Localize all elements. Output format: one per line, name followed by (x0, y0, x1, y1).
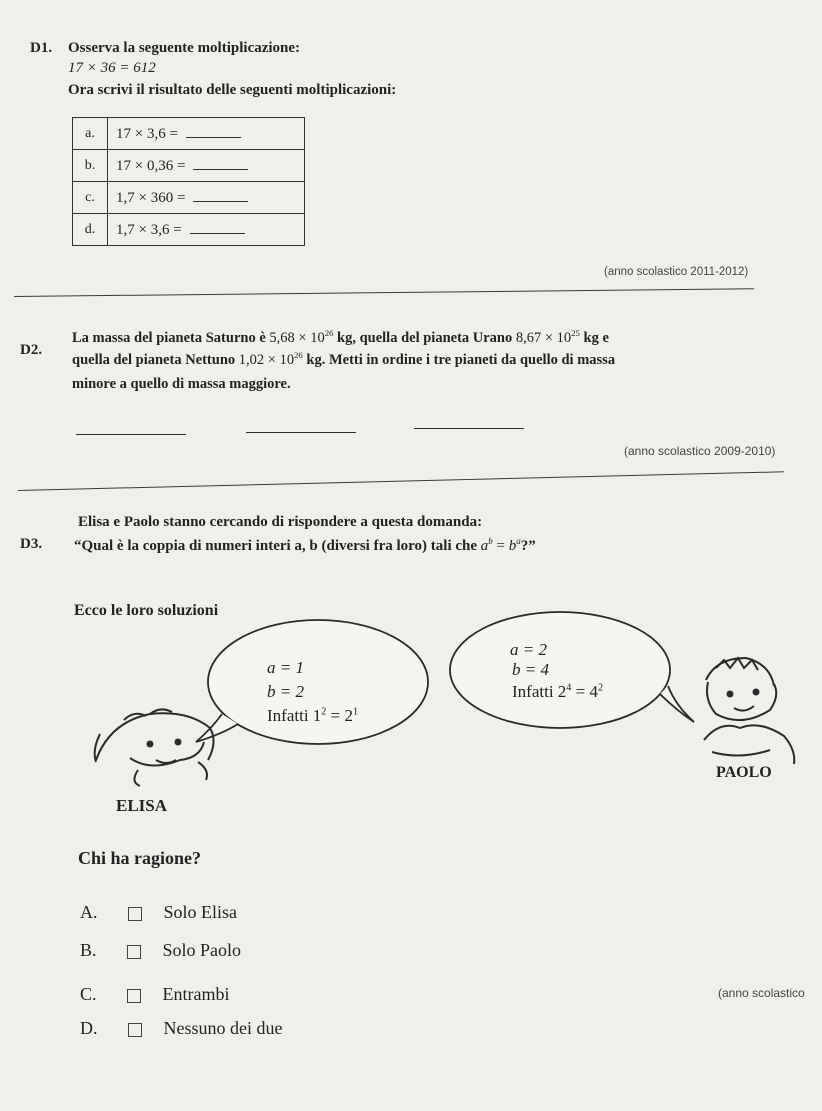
paolo-speech-bubble (450, 612, 670, 728)
equals: = (326, 706, 345, 725)
elisa-drawing (95, 709, 214, 786)
answer-blank[interactable] (193, 157, 248, 170)
elisa-a: a = 1 (267, 658, 304, 677)
section-divider (14, 288, 754, 297)
row-expression (108, 214, 305, 246)
answer-blank-3[interactable] (414, 428, 524, 429)
exponent: 25 (571, 328, 580, 339)
d2-text: kg, quella del pianeta Urano (333, 330, 516, 346)
row-letter: c. (73, 182, 108, 214)
paolo-b: b = 4 (512, 660, 549, 679)
expression-text: 1,7 × 3,6 = (116, 221, 182, 238)
power-right (509, 538, 521, 554)
answer-blank[interactable] (190, 221, 245, 234)
answer-blank[interactable] (193, 189, 248, 202)
mantissa: 5,68 × 10 (269, 330, 325, 346)
mantissa: 1,02 × 10 (238, 352, 295, 368)
base: 2 (557, 682, 567, 701)
uranus-mass (516, 330, 580, 346)
d1-instruction: Osserva la seguente moltiplicazione: (68, 40, 301, 56)
d2-text: kg. Metti in ordine i tre pianeti da quello di massa (302, 352, 616, 368)
equals: = (492, 538, 509, 554)
d2-line2 (72, 352, 615, 369)
checkbox[interactable] (128, 907, 142, 921)
exponent: a (516, 536, 521, 546)
answer-blank-1[interactable] (76, 434, 186, 435)
base: 1 (312, 706, 322, 725)
option-letter: D. (80, 1018, 98, 1038)
expression-text: 17 × 3,6 = (116, 125, 178, 142)
row-expression (108, 150, 305, 182)
answer-blank[interactable] (186, 125, 241, 138)
check-prefix: Infatti (512, 682, 558, 701)
checkbox[interactable] (127, 945, 141, 959)
option-a[interactable] (80, 902, 237, 923)
exponent: 2 (321, 706, 327, 718)
d2-line1 (72, 330, 609, 347)
base: a (480, 538, 489, 554)
d3-prompt: Chi ha ragione? (78, 848, 202, 868)
exponent: 26 (324, 328, 334, 339)
checkbox[interactable] (127, 989, 141, 1003)
option-d[interactable] (80, 1018, 282, 1039)
paolo-bubble-tail (660, 686, 694, 722)
option-text: Solo Paolo (162, 940, 242, 960)
d2-text: quella del pianeta Nettuno (72, 352, 239, 368)
expression-text: 1,7 × 360 = (116, 189, 186, 206)
elisa-check (267, 706, 358, 726)
check-prefix: Infatti (267, 706, 313, 725)
illustration (0, 610, 822, 820)
table-row (73, 150, 305, 182)
question-text: “Qual è la coppia di numeri interi a, b (diversi fra loro) tali che (74, 538, 481, 554)
d1-question: Ora scrivi il risultato delle seguenti moltiplicazioni: (68, 82, 397, 98)
option-c[interactable] (80, 984, 230, 1005)
table-row (73, 214, 305, 246)
d2-text: La massa del pianeta Saturno è (72, 330, 270, 346)
paolo-a: a = 2 (510, 640, 547, 659)
elisa-name: ELISA (116, 796, 168, 815)
d1-number: D1. (30, 40, 53, 56)
solutions-label: Ecco le loro soluzioni (74, 602, 219, 619)
option-text: Entrambi (162, 984, 230, 1004)
d2-source: (anno scolastico 2009-2010) (624, 444, 776, 458)
paolo-name: PAOLO (716, 764, 772, 781)
row-letter: d. (73, 214, 108, 246)
row-letter: a. (73, 118, 108, 150)
option-letter: A. (80, 902, 98, 922)
d3-intro: Elisa e Paolo stanno cercando di rispondere a questa domanda: (78, 514, 483, 530)
table-row (73, 118, 305, 150)
d3-source: (anno scolastico (718, 986, 805, 1000)
base: 2 (344, 706, 353, 725)
option-letter: C. (80, 984, 97, 1004)
option-letter: B. (80, 940, 97, 960)
option-text: Nessuno dei due (163, 1018, 283, 1038)
base: 4 (589, 682, 598, 701)
d2-text: kg e (579, 330, 609, 346)
question-text: ?” (520, 538, 536, 554)
power-left (481, 538, 493, 554)
bleed-through-text (330, 160, 790, 174)
equals: = (571, 682, 590, 701)
section-divider (18, 471, 784, 491)
base: b (508, 538, 517, 554)
exponent: 2 (597, 682, 604, 694)
row-expression (108, 118, 305, 150)
d2-line3: minore a quello di massa maggiore. (72, 376, 291, 392)
d1-given: 17 × 36 = 612 (68, 60, 156, 76)
paolo-drawing (704, 658, 794, 764)
row-expression (108, 182, 305, 214)
d2-number: D2. (20, 342, 43, 358)
option-text: Solo Elisa (163, 902, 238, 922)
neptune-mass (239, 352, 303, 368)
checkbox[interactable] (128, 1023, 142, 1037)
d3-number: D3. (20, 536, 43, 552)
exponent: 26 (294, 350, 303, 361)
saturn-mass (269, 330, 333, 346)
d3-question (74, 538, 536, 555)
answer-blank-2[interactable] (246, 432, 356, 433)
option-b[interactable] (80, 940, 241, 961)
exponent: 1 (352, 706, 359, 718)
multiplication-table (72, 117, 305, 246)
exponent: b (488, 536, 493, 546)
d1-source: (anno scolastico 2011-2012) (604, 266, 749, 278)
paolo-check (512, 682, 603, 702)
mantissa: 8,67 × 10 (515, 330, 572, 346)
elisa-b: b = 2 (267, 682, 304, 701)
table-row (73, 182, 305, 214)
expression-text: 17 × 0,36 = (116, 157, 186, 174)
exponent: 4 (566, 682, 572, 694)
row-letter: b. (73, 150, 108, 182)
